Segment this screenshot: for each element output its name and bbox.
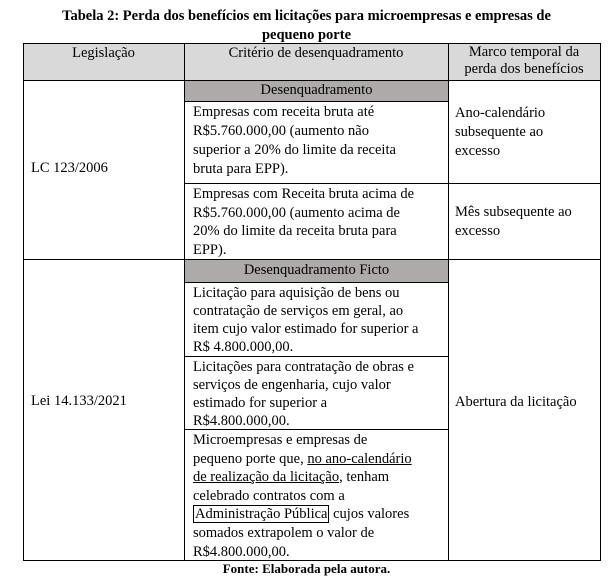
marco-line: Ano-calendário <box>455 105 546 121</box>
criterio-line: Licitações para contratação de obras e <box>193 359 414 375</box>
criterio-line: somados extrapolem o valor de <box>193 524 375 541</box>
criterio-line <box>193 505 441 524</box>
criterio-line: Microempresas e empresas de <box>193 432 368 448</box>
header-marco <box>448 43 600 80</box>
criterio-line: R$4.800.000,00. <box>193 543 290 560</box>
col-divider-1 <box>184 43 185 561</box>
criterio-text: cujos valores <box>329 506 410 523</box>
criterio-cell <box>184 183 449 260</box>
criterio-line: serviços de engenharia, cujo valor <box>193 377 391 393</box>
criterio-line: Empresas com Receita bruta acima de <box>193 186 415 202</box>
underlined-text: no ano-calendário <box>307 450 412 467</box>
criterio-cell <box>184 101 449 184</box>
criterio-line: bruta para EPP). <box>193 161 289 177</box>
underlined-text: de realização da licitação <box>193 469 340 486</box>
legislacao-lei-14133: Lei 14.133/2021 <box>31 393 127 409</box>
group-desenquadramento-ficto <box>184 259 449 283</box>
criterio-line: estimado for superior a <box>193 395 328 411</box>
boxed-text: Administração Pública <box>195 506 328 523</box>
marco-line: Mês subsequente ao <box>455 204 572 220</box>
marco-line: excesso <box>455 143 501 159</box>
row-divider-marco <box>448 183 601 184</box>
legislacao-lc-123: LC 123/2006 <box>31 160 108 176</box>
criterio-cell <box>184 282 449 357</box>
marco-cell <box>455 393 577 412</box>
criterio-line: Empresas com receita bruta até <box>193 104 375 120</box>
header-marco-line-2: perda dos benefícios <box>464 61 584 77</box>
table-source: Fonte: Elaborada pela autora. <box>222 561 391 576</box>
criterio-line: R$5.760.000,00 (aumento acima de <box>193 204 400 221</box>
header-legislacao <box>23 43 184 80</box>
header-border-bottom <box>23 80 601 81</box>
marco-cell <box>455 203 572 241</box>
header-criterio <box>184 43 448 80</box>
criterio-cell <box>184 356 449 430</box>
criterio-line: R$ 4.800.000,00. <box>193 339 294 355</box>
criterio-text: pequeno porte que, <box>193 450 308 467</box>
criterio-line: Licitação para aquisição de bens ou <box>193 285 400 301</box>
marco-cell <box>455 104 545 161</box>
table-border-top <box>23 43 601 44</box>
criterio-line: contratação de serviços em geral, ao <box>193 303 404 319</box>
criterio-text: , tenham <box>339 469 390 486</box>
header-legislacao-label: Legislação <box>72 45 135 61</box>
marco-line: Abertura da licitação <box>455 394 577 410</box>
marco-line: subsequente ao <box>455 124 544 140</box>
header-marco-line-1: Marco temporal da <box>468 44 580 60</box>
criterio-line: celebrado contratos com a <box>193 487 345 504</box>
criterio-line: 20% do limite da receita bruta para <box>193 223 397 239</box>
criterio-line <box>193 450 441 469</box>
table-title-line-1: Tabela 2: Perda dos benefícios em licitações para microempresas e empresas de <box>62 8 551 24</box>
criterio-line: EPP). <box>193 241 227 258</box>
group-desenquadramento-ficto-label: Desenquadramento Ficto <box>243 262 390 278</box>
table-border-left <box>23 43 24 561</box>
group-desenquadramento <box>184 80 449 102</box>
col-divider-2 <box>448 43 449 561</box>
row-divider <box>23 259 601 260</box>
criterio-line: R$5.760.000,00 (aumento não <box>193 123 369 139</box>
header-criterio-label: Critério de desenquadramento <box>228 45 404 61</box>
marco-line: excesso <box>455 223 501 239</box>
criterio-cell <box>184 429 449 561</box>
criterio-line: item cujo valor estimado for superior a <box>193 321 419 337</box>
table-border-right <box>600 43 601 561</box>
criterio-line: R$4.800.000,00. <box>193 413 290 429</box>
criterio-line <box>193 468 441 487</box>
table-title-line-2: pequeno porte <box>261 27 352 43</box>
group-desenquadramento-label: Desenquadramento <box>260 82 373 98</box>
criterio-line: superior a 20% do limite da receita <box>193 142 396 158</box>
